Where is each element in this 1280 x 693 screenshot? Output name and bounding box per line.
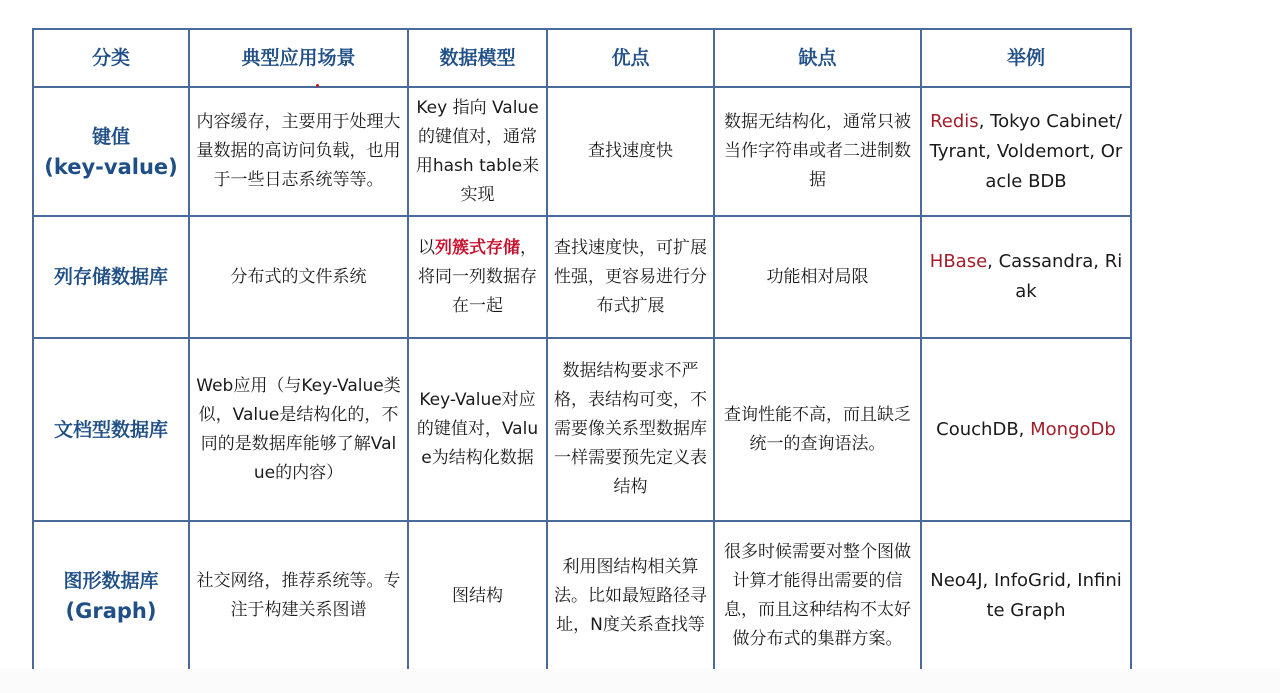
table-row <box>33 521 1131 671</box>
cons-cell: 数据无结构化，通常只被当作字符串或者二进制数据 <box>714 87 921 216</box>
examples-cell <box>921 87 1131 216</box>
model-prefix: 以 <box>418 237 435 258</box>
model-highlight: 列簇式存储 <box>435 237 520 258</box>
data-model-cell <box>408 216 547 338</box>
header-pros: 优点 <box>547 29 714 87</box>
category-label: 键值 <box>91 125 130 148</box>
pros-cell: 查找速度快，可扩展性强，更容易进行分布式扩展 <box>547 216 714 338</box>
header-data-model: 数据模型 <box>408 29 547 87</box>
header-cons: 缺点 <box>714 29 921 87</box>
category-cell <box>33 87 189 216</box>
example-text: CouchDB, <box>936 418 1031 440</box>
scenario-cell: 社交网络，推荐系统等。专注于构建关系图谱 <box>189 521 408 671</box>
data-model-cell: 图结构 <box>408 521 547 671</box>
example-highlight: Redis <box>930 110 979 132</box>
table-row <box>33 338 1131 521</box>
table-row <box>33 216 1131 338</box>
data-model-cell: Key 指向 Value 的键值对，通常用hash table来实现 <box>408 87 547 216</box>
scenario-cell: Web应用（与Key-Value类似，Value是结构化的，不同的是数据库能够了解Value的内容） <box>189 338 408 521</box>
header-scenario: 典型应用场景 <box>189 29 408 87</box>
category-cell <box>33 521 189 671</box>
header-category: 分类 <box>33 29 189 87</box>
pros-cell: 查找速度快 <box>547 87 714 216</box>
examples-cell: Neo4J, InfoGrid, Infinite Graph <box>921 521 1131 671</box>
bottom-band <box>0 669 1280 693</box>
example-text: , Tokyo Cabinet/ Tyrant, Voldemort, Oracle BDB <box>929 110 1123 192</box>
cons-cell: 功能相对局限 <box>714 216 921 338</box>
red-dot-mark <box>316 84 319 87</box>
category-sub-label: (Graph) <box>65 599 157 623</box>
nosql-comparison-table <box>32 28 1132 672</box>
header-examples: 举例 <box>921 29 1131 87</box>
pros-cell: 利用图结构相关算法。比如最短路径寻址，N度关系查找等 <box>547 521 714 671</box>
header-row <box>33 29 1131 87</box>
category-cell: 列存储数据库 <box>33 216 189 338</box>
pros-cell: 数据结构要求不严格，表结构可变，不需要像关系型数据库一样需要预先定义表结构 <box>547 338 714 521</box>
data-model-cell: Key-Value对应的键值对，Value为结构化数据 <box>408 338 547 521</box>
cons-cell: 查询性能不高，而且缺乏统一的查询语法。 <box>714 338 921 521</box>
example-text: , Cassandra, Riak <box>987 251 1123 302</box>
examples-cell <box>921 216 1131 338</box>
model-text: ，将同一列数据存在一起 <box>418 237 537 316</box>
category-cell: 文档型数据库 <box>33 338 189 521</box>
category-sub-label: (key-value) <box>44 154 178 179</box>
scenario-cell: 内容缓存，主要用于处理大量数据的高访问负载，也用于一些日志系统等等。 <box>189 87 408 216</box>
example-highlight: HBase <box>929 251 988 272</box>
table-row <box>33 87 1131 216</box>
category-label: 图形数据库 <box>63 570 159 592</box>
example-highlight: MongoDb <box>1030 418 1116 440</box>
scenario-cell: 分布式的文件系统 <box>189 216 408 338</box>
cons-cell: 很多时候需要对整个图做计算才能得出需要的信息，而且这种结构不太好做分布式的集群方案。 <box>714 521 921 671</box>
nosql-comparison-table-container <box>32 28 1132 672</box>
examples-cell <box>921 338 1131 521</box>
